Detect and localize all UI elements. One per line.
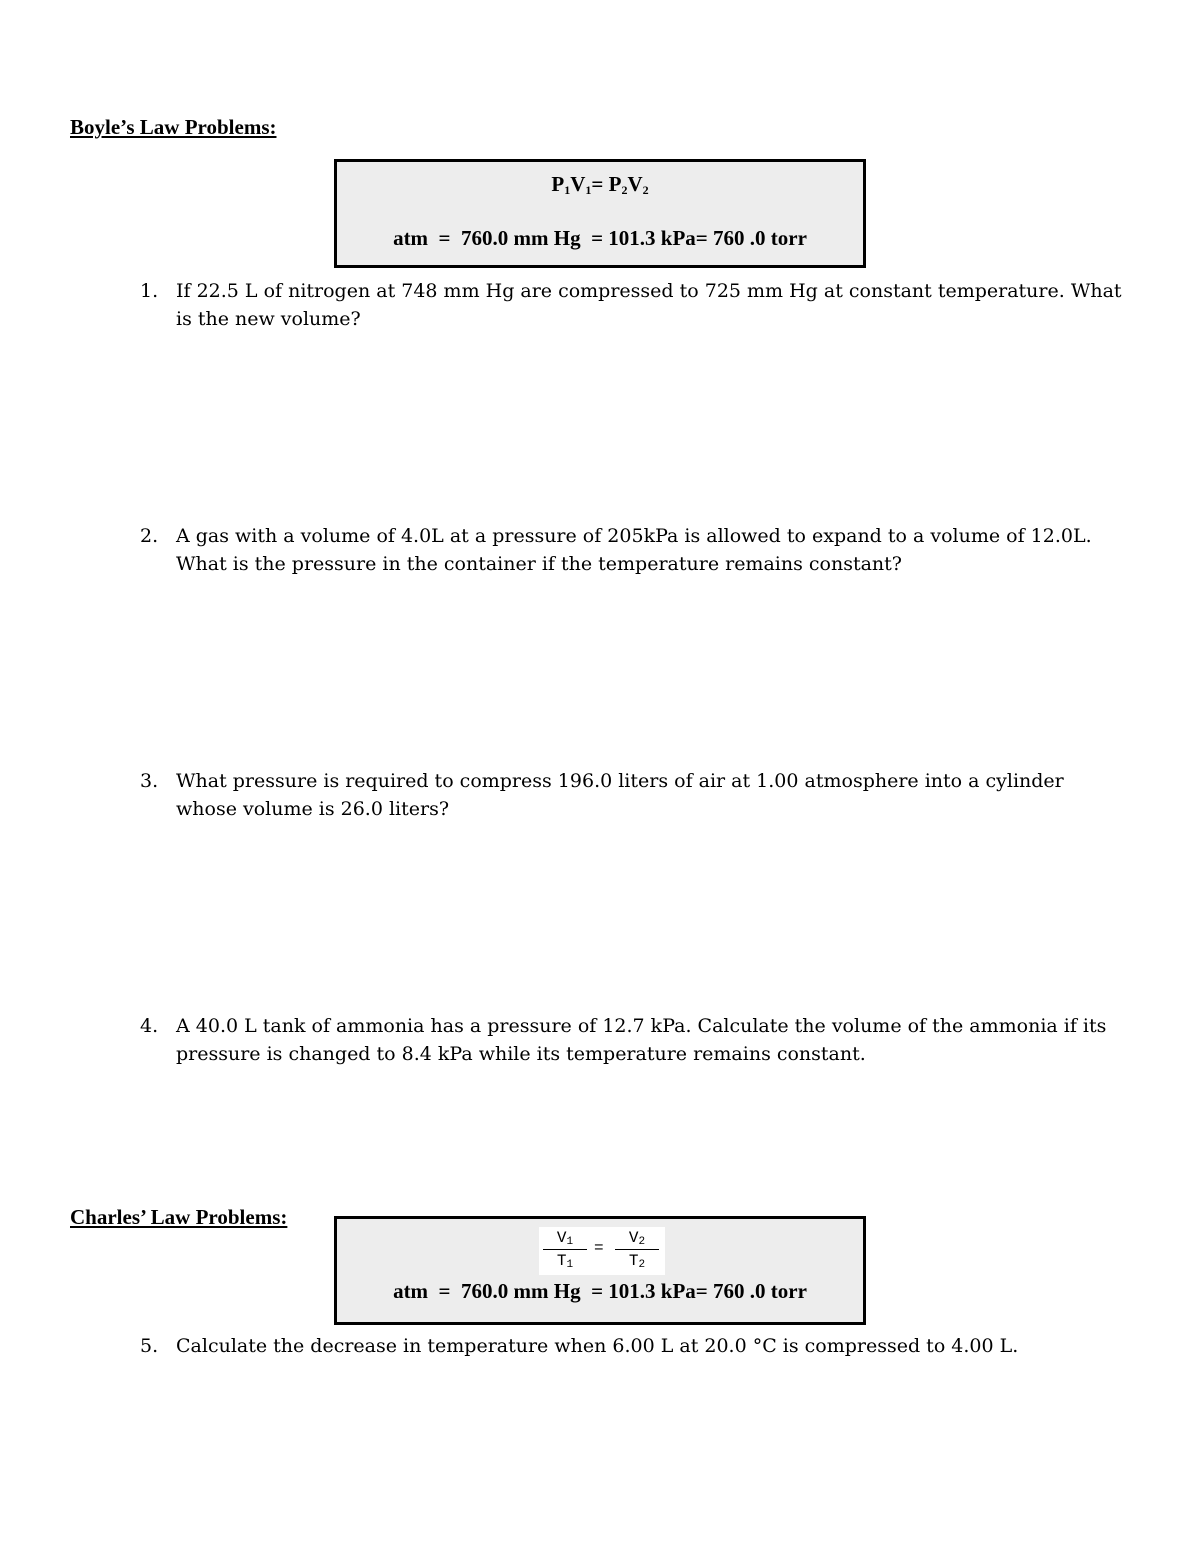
eq-p1: P <box>551 172 565 196</box>
problem-5-number: 5. <box>140 1335 159 1357</box>
eq-v1: V <box>570 172 586 196</box>
boyle-formula-box <box>334 159 866 268</box>
problem-5 <box>140 1332 1130 1360</box>
fraction-right <box>615 1228 659 1271</box>
problem-3 <box>140 767 1130 823</box>
problem-2-number: 2. <box>140 525 159 547</box>
frac-v1: V <box>556 1229 567 1247</box>
problem-1 <box>140 277 1130 333</box>
frac-t2: T <box>628 1252 639 1270</box>
eq-equals: = <box>591 172 609 196</box>
problem-1-number: 1. <box>140 280 159 302</box>
problem-4-number: 4. <box>140 1015 159 1037</box>
charles-conversion: atm = 760.0 mm Hg = 101.3 kPa= 760 .0 torr <box>393 1279 807 1303</box>
charles-heading <box>70 1205 293 1230</box>
problem-2 <box>140 522 1130 578</box>
problem-3-text: What pressure is required to compress 196.0 liters of air at 1.00 atmosphere into a cylinder whose volume is 26.0 liters? <box>176 770 1064 820</box>
charles-heading-text: Charles’ Law Problems: <box>70 1205 288 1229</box>
boyle-heading-text: Boyle’s Law Problems: <box>70 115 277 139</box>
boyle-conversion: atm = 760.0 mm Hg = 101.3 kPa= 760 .0 torr <box>393 226 807 250</box>
problem-4-text: A 40.0 L tank of ammonia has a pressure of 12.7 kPa. Calculate the volume of the ammonia if its pressure is changed to 8.4 kPa while its temperature remains constant. <box>176 1015 1107 1065</box>
frac-v2: V <box>628 1229 639 1247</box>
problem-5-text: Calculate the decrease in temperature when 6.00 L at 20.0 °C is compressed to 4.00 L. <box>176 1335 1019 1357</box>
frac-t1-sub: 1 <box>566 1259 574 1271</box>
problem-4 <box>140 1012 1130 1068</box>
problem-1-text: If 22.5 L of nitrogen at 748 mm Hg are compressed to 725 mm Hg at constant temperature. What is the new volume? <box>176 280 1122 330</box>
eq-p2: P <box>608 172 622 196</box>
frac-t1: T <box>556 1252 567 1270</box>
frac-v2-sub: 2 <box>638 1236 646 1248</box>
problem-2-text: A gas with a volume of 4.0L at a pressure of 205kPa is allowed to expand to a volume of 12.0L. What is the pressure in the container if the temperature remains constant? <box>176 525 1092 575</box>
eq-v2: V <box>627 172 643 196</box>
boyle-heading <box>70 115 276 140</box>
problem-3-number: 3. <box>140 770 159 792</box>
eq-v1-sub: 1 <box>585 183 592 197</box>
frac-equals: = <box>594 1239 604 1257</box>
eq-v2-sub: 2 <box>642 183 649 197</box>
eq-p2-sub: 2 <box>621 183 628 197</box>
frac-v1-sub: 1 <box>566 1236 574 1248</box>
frac-t2-sub: 2 <box>638 1259 646 1271</box>
charles-fraction <box>539 1227 665 1275</box>
fraction-left <box>543 1228 587 1271</box>
boyle-equation <box>337 172 863 198</box>
charles-formula-box <box>334 1216 866 1325</box>
eq-p1-sub: 1 <box>564 183 571 197</box>
